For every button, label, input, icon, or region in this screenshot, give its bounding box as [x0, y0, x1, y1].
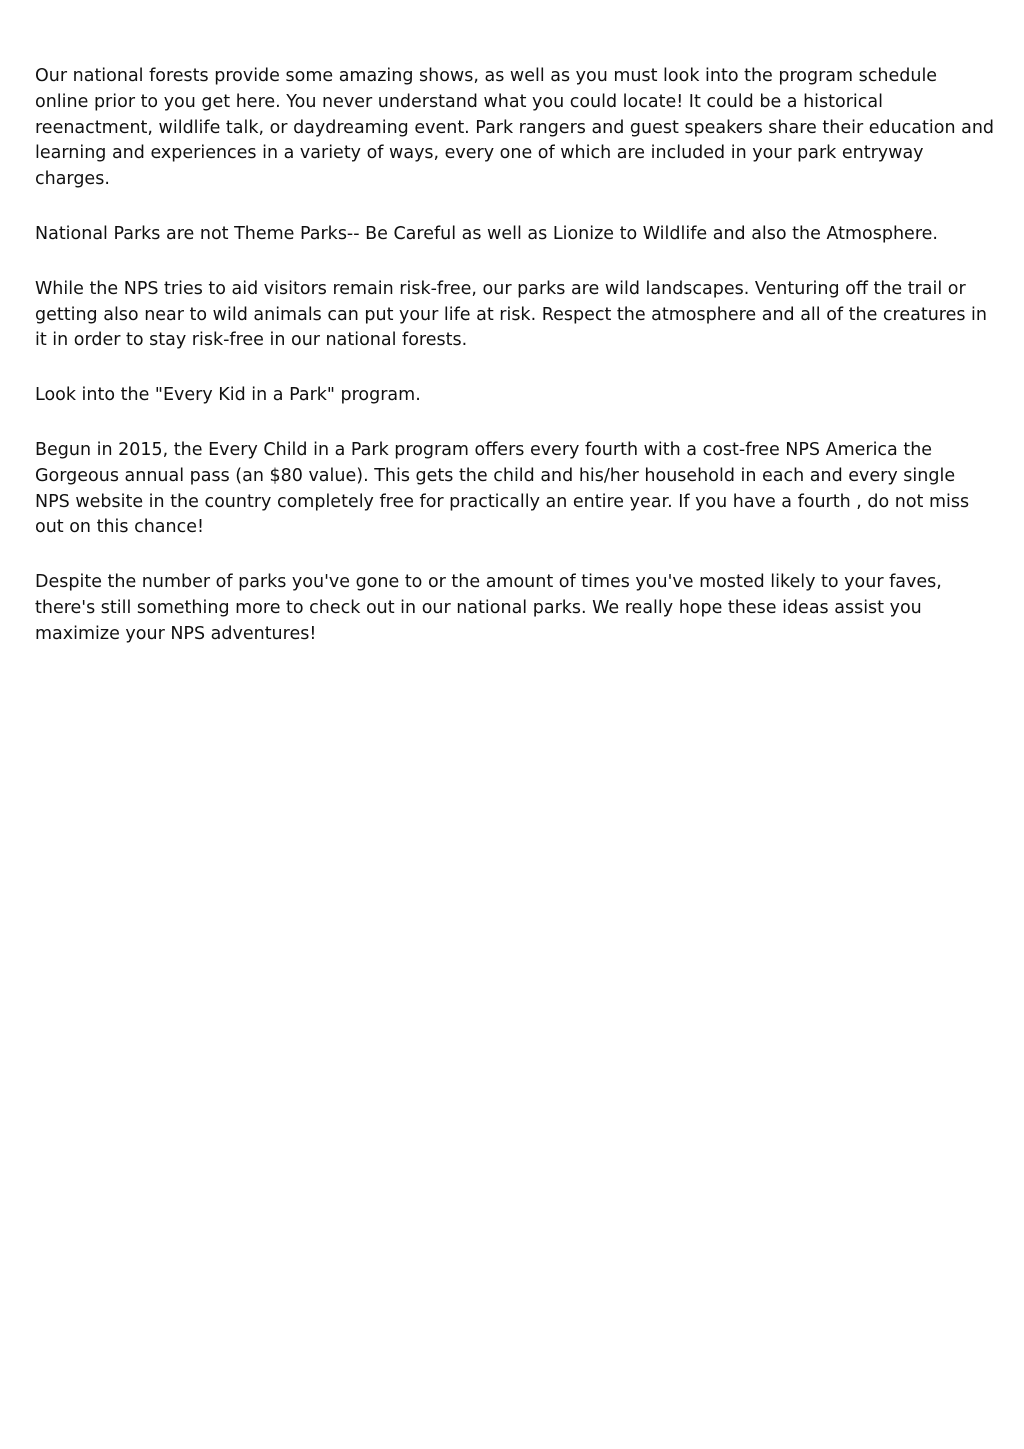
paragraph-closing: Despite the number of parks you've gone to or the amount of times you've mosted likely to your faves, there's still something more to check out in our national parks. We really hope these ideas assist you maximize your NPS adventures! — [35, 572, 942, 644]
document-page — [35, 64, 995, 677]
paragraph-every-kid-heading: Look into the "Every Kid in a Park" program. — [35, 385, 421, 406]
paragraph-every-kid-details: Begun in 2015, the Every Child in a Park program offers every fourth with a cost-free NPS America the Gorgeous annual pass (an $80 value). This gets the child and his/her household in each and every single NPS website in the country completely free for practically an entire year. If you have a fourth , do not miss out on this chance! — [35, 439, 970, 538]
paragraph-program-schedule: Our national forests provide some amazing shows, as well as you must look into the program schedule online prior to you get here. You never understand what you could locate! It could be a historical reenactment, wildlife talk, or daydreaming event. Park rangers and guest speakers share their education and learning and experiences in a variety of ways, every one of which are included in your park entryway charges. — [35, 66, 995, 190]
paragraph-wild-landscapes: While the NPS tries to aid visitors remain risk-free, our parks are wild landscapes. Venturing off the trail or getting also near to wild animals can put your life at risk. Respect the atmosphere and all of the creatures in it in order to stay risk-free in our national forests. — [35, 278, 988, 351]
paragraph-not-theme-parks: National Parks are not Theme Parks-- Be Careful as well as Lionize to Wildlife and also the Atmosphere. — [35, 223, 938, 244]
